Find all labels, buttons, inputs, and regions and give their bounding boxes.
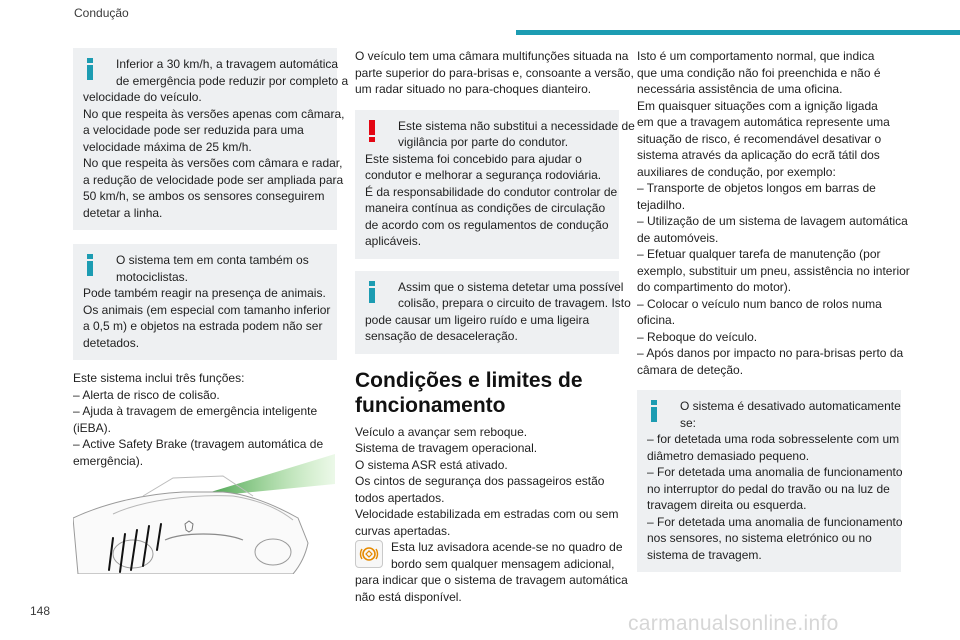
text-line: exemplo, substituir um pneu, assistência no interior bbox=[637, 263, 910, 278]
text-line: necessária assistência de uma oficina. bbox=[637, 82, 843, 96]
text-line: Este sistema foi concebido para ajudar o bbox=[365, 151, 582, 166]
info-box-collision bbox=[355, 271, 631, 354]
info-icon bbox=[367, 281, 379, 303]
text-line: a 0,5 m) e objetos na estrada podem não ser bbox=[83, 319, 323, 333]
text-line: se: bbox=[680, 415, 697, 430]
running-header: Condução bbox=[74, 6, 129, 20]
text-line: Sistema de travagem operacional. bbox=[355, 441, 538, 455]
text-line: no interruptor do pedal do travão ou na luz de bbox=[647, 481, 890, 496]
text-line: de acordo com os regulamentos de condução bbox=[365, 217, 609, 232]
text-line: – Utilização de um sistema de lavagem automática bbox=[637, 214, 908, 228]
warning-lamp-text-continued bbox=[355, 572, 628, 605]
text-line: a velocidade pode ser reduzida para uma bbox=[83, 123, 304, 137]
warning-lamp-row bbox=[355, 539, 623, 572]
text-line: sistema através da aplicação do ecrã tátil dos bbox=[637, 148, 880, 162]
emergency-braking-warning-lamp-icon bbox=[355, 540, 383, 568]
section-heading bbox=[355, 368, 619, 418]
warning-lamp-text bbox=[391, 539, 623, 572]
car-radar-illustration bbox=[73, 448, 337, 574]
text-line: (iEBA). bbox=[73, 420, 112, 435]
text-line: todos apertados. bbox=[355, 490, 445, 505]
info-icon bbox=[85, 58, 97, 80]
text-line: não está disponível. bbox=[355, 589, 462, 604]
text-line: Inferior a 30 km/h, a travagem automática bbox=[116, 57, 339, 71]
text-line: – Após danos por impacto no para-brisas perto da bbox=[637, 346, 904, 360]
text-line: – For detetada uma anomalia de funcionamento bbox=[647, 514, 903, 529]
camera-intro bbox=[355, 48, 634, 98]
text-line: O sistema é desativado automaticamente bbox=[680, 399, 901, 413]
text-line: motociclistas. bbox=[116, 269, 189, 284]
info-icon bbox=[85, 254, 97, 276]
text-line: situação de risco, é recomendável desativar o bbox=[637, 131, 882, 146]
text-line: do compartimento do motor). bbox=[637, 280, 792, 294]
page-number: 148 bbox=[30, 604, 51, 618]
heading-line: funcionamento bbox=[355, 393, 506, 417]
info-box-speed bbox=[73, 48, 349, 230]
heading-line: Condições e limites de bbox=[355, 368, 583, 392]
text-line: Os cintos de segurança dos passageiros estão bbox=[355, 474, 605, 488]
text-line: O sistema ASR está ativado. bbox=[355, 457, 508, 472]
text-line: Veículo a avançar sem reboque. bbox=[355, 424, 528, 439]
header-accent-bar bbox=[516, 30, 960, 35]
text-line: bordo sem qualquer mensagem adicional, bbox=[391, 556, 615, 571]
text-line: velocidade do veículo. bbox=[83, 90, 202, 104]
text-line: um radar situado no para-choques dianteiro. bbox=[355, 82, 592, 96]
text-line: maneira contínua as condições de circulação bbox=[365, 201, 606, 215]
text-line: colisão, prepara o circuito de travagem. Isto bbox=[398, 296, 631, 310]
warning-exclamation-icon bbox=[367, 120, 379, 142]
text-line: câmara de deteção. bbox=[637, 362, 744, 377]
text-line: travagem direita ou esquerda. bbox=[647, 498, 807, 512]
info-box-speed-text bbox=[83, 56, 349, 221]
text-line: nos sensores, no sistema eletrónico ou no bbox=[647, 531, 872, 545]
text-line: Velocidade estabilizada em estradas com ou sem bbox=[355, 507, 619, 521]
text-line: Esta luz avisadora acende-se no quadro de bbox=[391, 540, 623, 554]
info-box-auto-deactivation-text bbox=[647, 398, 903, 563]
text-line: No que respeita às versões com câmara e radar, bbox=[83, 156, 343, 170]
text-line: – Ajuda à travagem de emergência inteligente bbox=[73, 404, 318, 418]
text-line: Em quaisquer situações com a ignição ligada bbox=[637, 98, 878, 113]
info-box-motorcyclists-text bbox=[83, 252, 331, 351]
text-line: sistema de travagem. bbox=[647, 547, 762, 562]
text-line: É da responsabilidade do condutor controlar de bbox=[365, 184, 618, 199]
text-line: Este sistema não substitui a necessidade de bbox=[398, 118, 635, 133]
info-box-collision-text bbox=[365, 279, 631, 345]
text-line: Pode também reagir na presença de animais. bbox=[83, 286, 326, 300]
text-line: para indicar que o sistema de travagem automática bbox=[355, 573, 628, 587]
column-2 bbox=[355, 48, 635, 605]
text-line: oficina. bbox=[637, 313, 676, 327]
warning-box-driver-text bbox=[365, 118, 635, 250]
text-line: curvas apertadas. bbox=[355, 523, 451, 538]
text-line: tejadilho. bbox=[637, 197, 686, 212]
column-3 bbox=[637, 48, 910, 572]
text-line: O veículo tem uma câmara multifunções situada na bbox=[355, 49, 629, 63]
text-line: – for detetada uma roda sobresselente com um bbox=[647, 432, 900, 446]
text-line: sensação de desaceleração. bbox=[365, 329, 518, 343]
column-1 bbox=[73, 48, 349, 469]
text-line: parte superior do para-brisas e, consoante a versão, bbox=[355, 65, 634, 80]
text-line: – Reboque do veículo. bbox=[637, 329, 758, 344]
deactivation-advice bbox=[637, 48, 910, 378]
text-line: diâmetro demasiado pequeno. bbox=[647, 448, 810, 463]
text-line: – Transporte de objetos longos em barras de bbox=[637, 181, 876, 195]
text-line: detetar a linha. bbox=[83, 205, 163, 220]
text-line: Isto é um comportamento normal, que indica bbox=[637, 49, 875, 63]
info-box-auto-deactivation bbox=[637, 390, 901, 572]
text-line: a redução de velocidade pode ser ampliada para bbox=[83, 172, 344, 187]
warning-box-driver bbox=[355, 110, 635, 259]
text-line: emergência). bbox=[73, 453, 144, 468]
text-line: Os animais (em especial com tamanho inferior bbox=[83, 302, 331, 317]
text-line: velocidade máxima de 25 km/h. bbox=[83, 139, 252, 154]
text-line: pode causar um ligeiro ruído e uma ligeira bbox=[365, 312, 590, 327]
text-line: Assim que o sistema detetar uma possível bbox=[398, 279, 624, 294]
text-line: detetados. bbox=[83, 335, 140, 350]
info-icon bbox=[649, 400, 661, 422]
text-line: de automóveis. bbox=[637, 230, 719, 245]
text-line: O sistema tem em conta também os bbox=[116, 253, 309, 267]
text-line: – For detetada uma anomalia de funcionamento bbox=[647, 465, 903, 479]
text-line: auxiliares de condução, por exemplo: bbox=[637, 164, 836, 179]
watermark: carmanualsonline.info bbox=[628, 612, 839, 635]
text-line: aplicáveis. bbox=[365, 234, 422, 248]
operating-conditions bbox=[355, 424, 619, 540]
text-line: No que respeita às versões apenas com câmara, bbox=[83, 106, 345, 121]
text-line: que uma condição não foi preenchida e não é bbox=[637, 65, 881, 80]
text-line: de emergência pode reduzir por completo a bbox=[116, 73, 349, 88]
text-line: – Efetuar qualquer tarefa de manutenção (por bbox=[637, 247, 881, 261]
text-line: – Active Safety Brake (travagem automática de bbox=[73, 437, 324, 451]
text-line: 50 km/h, se ambos os sensores conseguirem bbox=[83, 189, 325, 203]
text-line: em que a travagem automática represente uma bbox=[637, 115, 890, 129]
text-line: condutor e melhorar a segurança rodoviária. bbox=[365, 168, 602, 182]
text-line: Este sistema inclui três funções: bbox=[73, 371, 245, 385]
info-box-motorcyclists bbox=[73, 244, 337, 360]
text-line: – Colocar o veículo num banco de rolos numa bbox=[637, 296, 882, 311]
text-line: vigilância por parte do condutor. bbox=[398, 135, 569, 149]
text-line: – Alerta de risco de colisão. bbox=[73, 387, 220, 402]
